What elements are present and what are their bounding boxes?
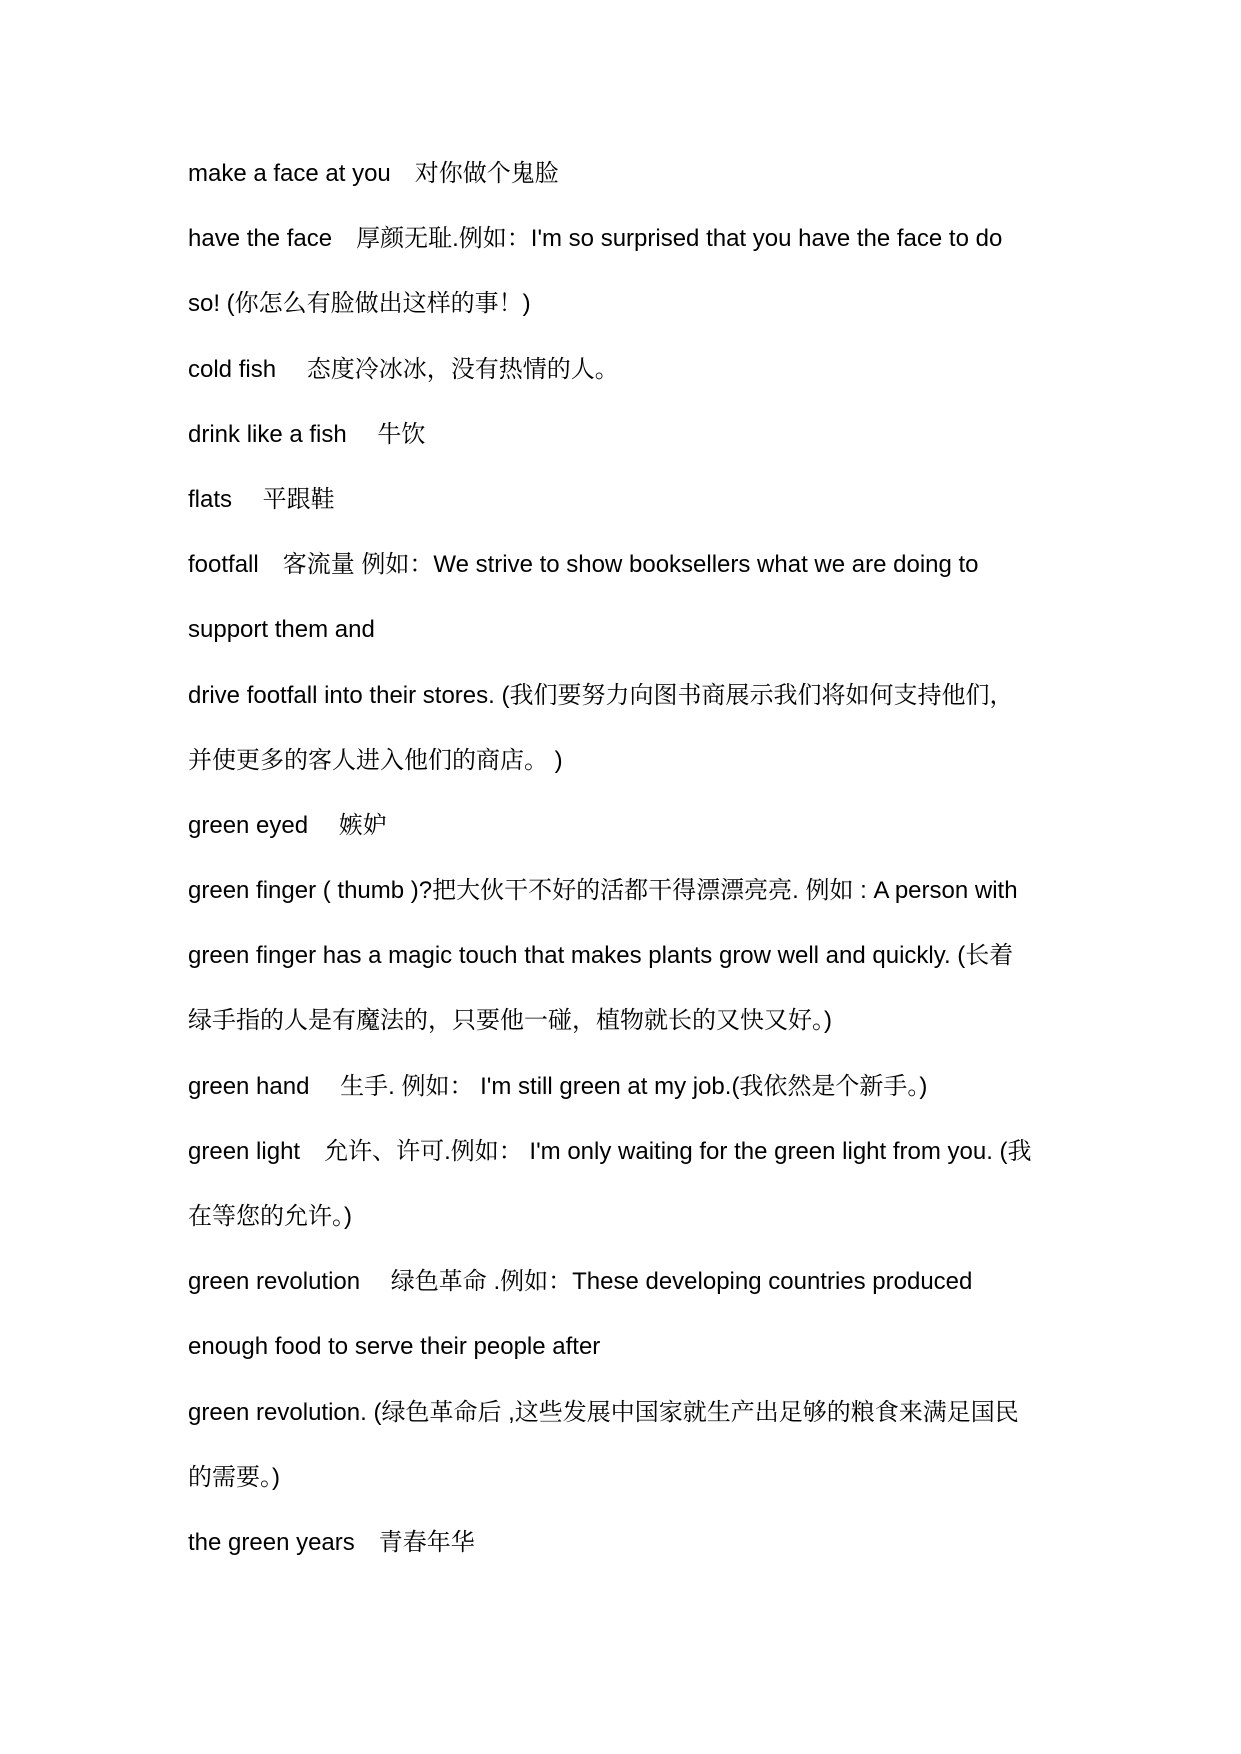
text-line: green finger has a magic touch that makes plants grow well and quickly. (长着 [188, 942, 1014, 970]
text-line: green revolution. (绿色革命后 ,这些发展中国家就生产出足够的粮食来满足国民 [188, 1398, 1019, 1426]
text-line: support them and [188, 616, 375, 644]
text-line: drive footfall into their stores. (我们要努力向图书商展示我们将如何支持他们， [188, 681, 1014, 709]
text-line: have the face 厚颜无耻.例如：I'm so surprised that you have the face to do [188, 225, 1003, 253]
text-line: green light 允许、许可.例如： I'm only waiting for the green light from you. (我 [188, 1137, 1032, 1165]
text-line: cold fish 态度冷冰冰，没有热情的人。 [188, 355, 619, 383]
text-line: green eyed 嫉妒 [188, 811, 387, 839]
text-line: 并使更多的客人进入他们的商店。 ) [188, 746, 563, 774]
text-line: so! (你怎么有脸做出这样的事！) [188, 290, 531, 318]
text-line: make a face at you 对你做个鬼脸 [188, 160, 559, 187]
text-line: enough food to serve their people after [188, 1333, 601, 1361]
text-line: the green years 青春年华 [188, 1528, 475, 1556]
text-line: green revolution 绿色革命 .例如：These developing countries produced [188, 1268, 973, 1296]
text-line: green hand 生手. 例如： I'm still green at my job.(我依然是个新手。) [188, 1072, 928, 1100]
text-line: green finger ( thumb )?把大伙干不好的活都干得漂漂亮亮. 例如 : A person with [188, 877, 1018, 905]
text-line: 的需要。) [188, 1463, 280, 1491]
text-line: 绿手指的人是有魔法的，只要他一碰，植物就长的又快又好。) [188, 1007, 832, 1035]
document-body [188, 162, 1088, 1596]
text-line: 在等您的允许。) [188, 1203, 352, 1230]
text-line: flats 平跟鞋 [188, 485, 335, 513]
text-line: drink like a fish 牛饮 [188, 420, 426, 448]
text-line: footfall 客流量 例如：We strive to show booksellers what we are doing to [188, 551, 979, 579]
